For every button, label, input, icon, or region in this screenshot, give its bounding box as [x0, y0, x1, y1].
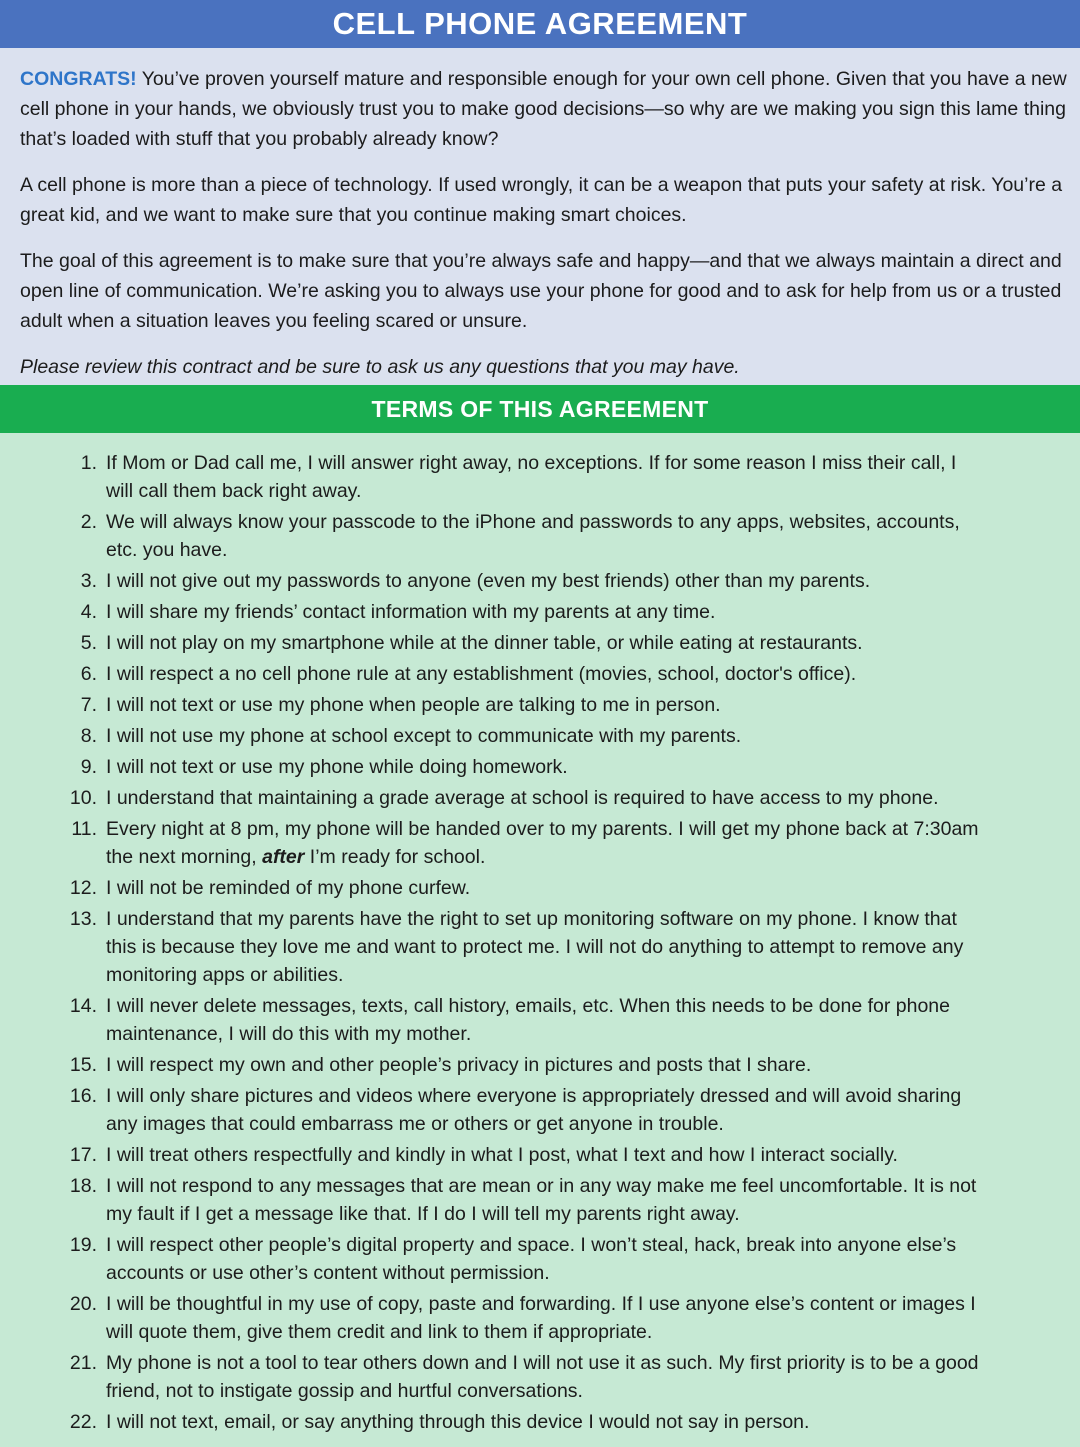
- term-text: We will always know your passcode to the iPhone and passwords to any apps, websites, accounts, etc. you have.: [106, 511, 960, 561]
- term-number: 7.: [80, 694, 97, 716]
- term-item: [0, 1172, 1080, 1228]
- term-text: If Mom or Dad call me, I will answer right away, no exceptions. If for some reason I miss their call, I will call them back right away.: [106, 452, 957, 502]
- term-item: [0, 1082, 1080, 1138]
- intro-paragraph-1: [20, 64, 1068, 154]
- term-text: I will not give out my passwords to anyone (even my best friends) other than my parents.: [106, 570, 871, 592]
- terms-section: [0, 433, 1080, 1447]
- intro-paragraph-1-text: You’ve proven yourself mature and responsible enough for your own cell phone. Given that you have a new cell phone in your hands, we obviously trust you to make good decisions—so why are we making you sign this lame thing that’s loaded with stuff that you probably already know?: [20, 68, 1067, 150]
- intro-section: [0, 48, 1080, 385]
- term-text: [106, 818, 979, 868]
- term-number: 15.: [69, 1054, 97, 1076]
- term-number: 1.: [80, 452, 97, 474]
- term-text: I will never delete messages, texts, call history, emails, etc. When this needs to be done for phone maintenance, I will do this with my mother.: [106, 995, 950, 1045]
- term-item: [0, 992, 1080, 1048]
- term-number: 18.: [69, 1175, 97, 1197]
- term-number: 5.: [80, 632, 97, 654]
- term-number: 2.: [80, 511, 97, 533]
- term-number: 14.: [69, 995, 97, 1017]
- term-item: [0, 1290, 1080, 1346]
- term-text: I understand that maintaining a grade average at school is required to have access to my phone.: [106, 787, 939, 809]
- term-text: I will not use my phone at school except to communicate with my parents.: [106, 725, 742, 747]
- term-number: 8.: [80, 725, 97, 747]
- term-text: I will not play on my smartphone while at the dinner table, or while eating at restaurants.: [106, 632, 863, 654]
- term-number: 9.: [80, 756, 97, 778]
- term-text-after: I’m ready for school.: [304, 846, 486, 868]
- term-number: 19.: [69, 1234, 97, 1256]
- terms-list: [0, 449, 1080, 1436]
- term-item: [0, 567, 1080, 595]
- term-number: 21.: [69, 1352, 97, 1374]
- term-number: 16.: [69, 1085, 97, 1107]
- term-text: I will respect a no cell phone rule at any establishment (movies, school, doctor's office).: [106, 663, 857, 685]
- term-item: [0, 874, 1080, 902]
- term-text: I will not text or use my phone while doing homework.: [106, 756, 568, 778]
- term-text: I will only share pictures and videos where everyone is appropriately dressed and will avoid sharing any images that could embarrass me or others or get anyone in trouble.: [106, 1085, 962, 1135]
- intro-paragraph-2: A cell phone is more than a piece of technology. If used wrongly, it can be a weapon that puts your safety at risk. You’re a great kid, and we want to make sure that you continue making smart choices.: [20, 174, 1063, 226]
- intro-paragraph-3: The goal of this agreement is to make sure that you’re always safe and happy—and that we always maintain a direct and open line of communication. We’re asking you to always use your phone for good and to ask for help from us or a trusted adult when a situation leaves you feeling scared or unsure.: [20, 250, 1062, 332]
- term-item: [0, 598, 1080, 626]
- term-number: 10.: [69, 787, 97, 809]
- term-text: I will respect my own and other people’s privacy in pictures and posts that I share.: [106, 1054, 812, 1076]
- term-text: I will not text or use my phone when people are talking to me in person.: [106, 694, 721, 716]
- term-item: [0, 629, 1080, 657]
- term-text: I will respect other people’s digital property and space. I won’t steal, hack, break into anyone else’s accounts or use other’s content without permission.: [106, 1234, 957, 1284]
- term-text: I will not respond to any messages that are mean or in any way make me feel uncomfortable. It is not my fault if I get a message like that. If I do I will tell my parents right away.: [106, 1175, 977, 1225]
- page-title: CELL PHONE AGREEMENT: [0, 0, 1080, 48]
- term-item: [0, 1408, 1080, 1436]
- term-item: [0, 753, 1080, 781]
- term-item: [0, 1231, 1080, 1287]
- term-number: 11.: [71, 818, 97, 840]
- term-number: 4.: [80, 601, 97, 623]
- term-item: [0, 660, 1080, 688]
- term-text: My phone is not a tool to tear others down and I will not use it as such. My first priority is to be a good friend, not to instigate gossip and hurtful conversations.: [106, 1352, 979, 1402]
- term-number: 12.: [69, 877, 97, 899]
- term-item: [0, 449, 1080, 505]
- term-item: [0, 508, 1080, 564]
- term-text: I will not be reminded of my phone curfew.: [106, 877, 471, 899]
- term-emphasis: after: [262, 846, 305, 868]
- term-number: 3.: [80, 570, 97, 592]
- term-item: [0, 691, 1080, 719]
- term-text: I will share my friends’ contact information with my parents at any time.: [106, 601, 716, 623]
- term-text: I understand that my parents have the right to set up monitoring software on my phone. I know that this is because they love me and want to protect me. I will not do anything to attempt to remove any monitoring apps or abilities.: [106, 908, 964, 986]
- term-text: I will treat others respectfully and kindly in what I post, what I text and how I interact socially.: [106, 1144, 898, 1166]
- term-item: [0, 905, 1080, 989]
- term-number: 17.: [69, 1144, 97, 1166]
- term-item: [0, 1349, 1080, 1405]
- congrats-label: CONGRATS!: [20, 68, 137, 90]
- term-text: I will not text, email, or say anything through this device I would not say in person.: [106, 1411, 810, 1433]
- term-item: [0, 722, 1080, 750]
- term-text-before: Every night at 8 pm, my phone will be handed over to my parents. I will get my phone back at 7:30am the next morning,: [106, 818, 979, 868]
- term-number: 6.: [80, 663, 97, 685]
- intro-paragraph-4: Please review this contract and be sure to ask us any questions that you may have.: [20, 356, 740, 378]
- term-number: 20.: [69, 1293, 97, 1315]
- term-number: 22.: [69, 1411, 97, 1433]
- term-item: [0, 784, 1080, 812]
- term-number: 13.: [69, 908, 97, 930]
- terms-heading: TERMS OF THIS AGREEMENT: [0, 385, 1080, 433]
- term-text: I will be thoughtful in my use of copy, paste and forwarding. If I use anyone else’s content or images I will quote them, give them credit and link to them if appropriate.: [106, 1293, 976, 1343]
- term-item: [0, 815, 1080, 871]
- term-item: [0, 1051, 1080, 1079]
- term-item: [0, 1141, 1080, 1169]
